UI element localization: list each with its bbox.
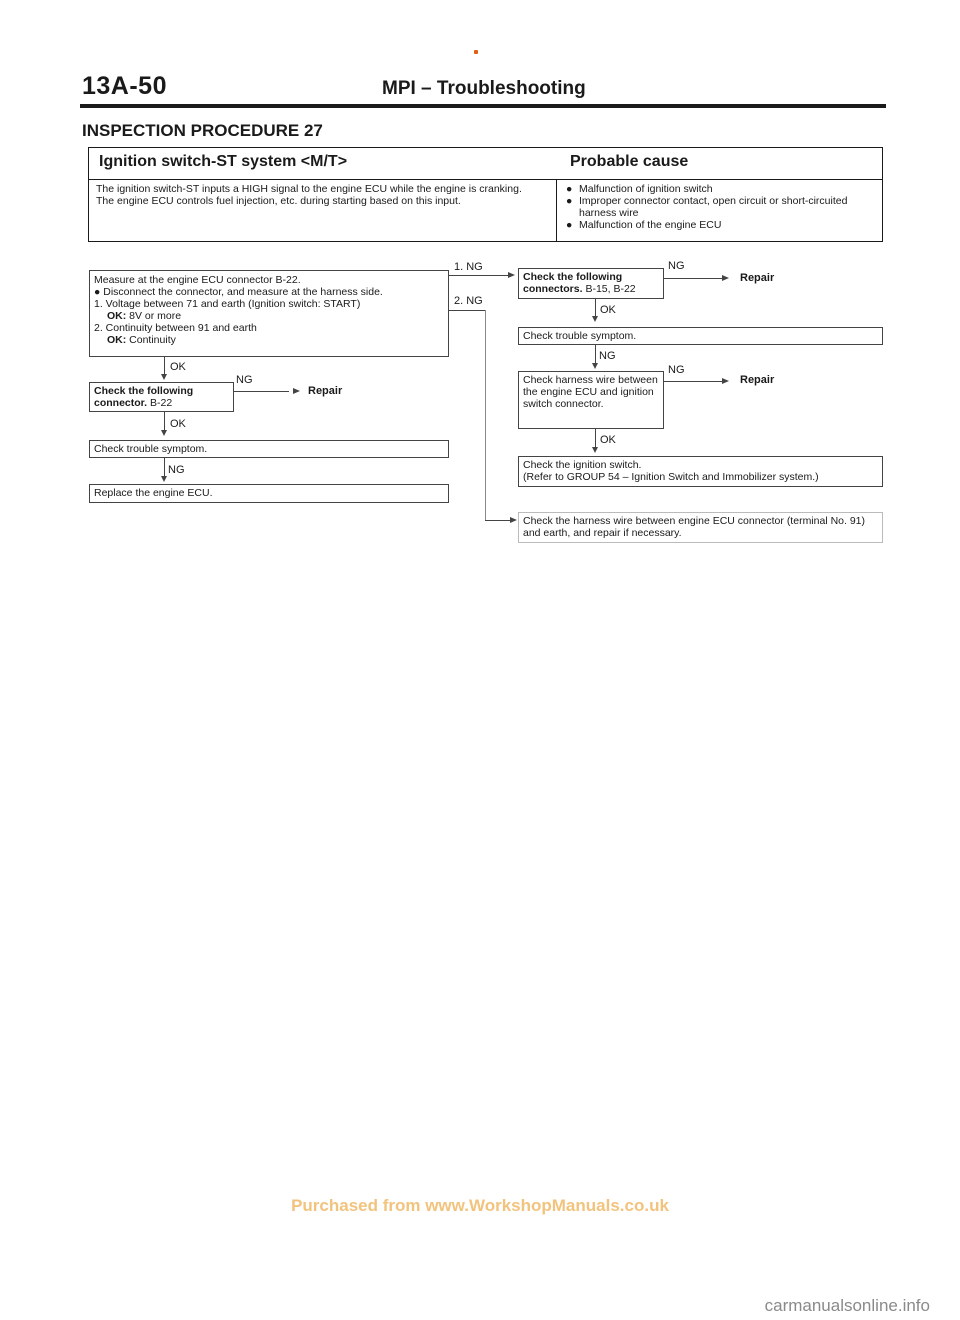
box-text: (Refer to GROUP 54 – Ignition Switch and Immobilizer system.) xyxy=(523,471,819,483)
arrow-right-icon xyxy=(293,388,300,394)
probable-cause-header: Probable cause xyxy=(570,153,689,170)
bullet-icon: ● xyxy=(566,195,573,207)
header-mark xyxy=(474,50,478,54)
ng-label: NG xyxy=(668,260,685,272)
repair-label: Repair xyxy=(740,374,775,386)
arrow-down-icon xyxy=(161,476,167,482)
arrow-down-icon xyxy=(592,316,598,322)
page-title: MPI – Troubleshooting xyxy=(382,78,586,99)
arrow-down-icon xyxy=(592,447,598,453)
header-divider xyxy=(80,104,886,108)
site-watermark: carmanualsonline.info xyxy=(764,1296,930,1315)
column-divider xyxy=(556,179,557,241)
description-line: The engine ECU controls fuel injection, etc. during starting based on this input. xyxy=(96,195,461,207)
bullet-icon: ● xyxy=(566,219,573,231)
cause-item: ● Malfunction of ignition switch xyxy=(566,183,713,195)
left-connector-box xyxy=(89,382,234,412)
flow-line xyxy=(449,275,508,276)
replace-ecu-box: Replace the engine ECU. xyxy=(89,484,449,503)
repair-label: Repair xyxy=(308,385,343,397)
flow-line xyxy=(485,310,486,520)
harness-91-box: Check the harness wire between engine ECU connector (terminal No. 91) and earth, and repair if necessary. xyxy=(518,512,883,543)
measure-ok-row: OK: 8V or more xyxy=(107,310,182,322)
arrow-down-icon xyxy=(592,363,598,369)
measure-step: ● Disconnect the connector, and measure at the harness side. xyxy=(94,286,383,298)
procedure-title: INSPECTION PROCEDURE 27 xyxy=(82,121,323,140)
bullet-icon: ● xyxy=(566,183,573,195)
ok-label: OK xyxy=(170,418,186,430)
right-connectors-box xyxy=(518,268,664,299)
ignition-switch-box xyxy=(518,456,883,487)
measure-step: Measure at the engine ECU connector B-22. xyxy=(94,274,301,286)
ng1-label: 1. NG xyxy=(454,261,483,273)
box-heading: Check the following connector. xyxy=(94,385,194,409)
arrow-right-icon xyxy=(508,272,515,278)
flow-line xyxy=(234,391,289,392)
arrow-right-icon xyxy=(722,378,729,384)
measure-step: 1. Voltage between 71 and earth (Ignition switch: START) xyxy=(94,298,361,310)
cause-item: ● Improper connector contact, open circuit or short-circuited harness wire xyxy=(566,195,848,219)
ng-label: NG xyxy=(168,464,185,476)
box-heading: Check the following connectors. xyxy=(523,271,623,295)
ng2-label: 2. NG xyxy=(454,295,483,307)
flow-line xyxy=(664,381,722,382)
arrow-down-icon xyxy=(161,374,167,380)
ok-label: OK xyxy=(170,361,186,373)
purchase-footer: Purchased from www.WorkshopManuals.co.uk xyxy=(291,1196,669,1215)
flow-line xyxy=(485,520,510,521)
description-line: The ignition switch-ST inputs a HIGH signal to the engine ECU while the engine is cranking. xyxy=(96,183,522,195)
flow-line xyxy=(664,278,722,279)
right-symptom-box: Check trouble symptom. xyxy=(518,327,883,345)
system-description xyxy=(96,183,551,207)
system-header: Ignition switch-ST system <M/T> xyxy=(99,153,348,170)
box-text: B-22 xyxy=(150,397,173,409)
arrow-right-icon xyxy=(722,275,729,281)
ok-label: OK xyxy=(600,434,616,446)
probable-cause-list xyxy=(565,183,877,231)
measure-ok-row: OK: Continuity xyxy=(107,334,176,346)
info-table xyxy=(88,147,883,242)
cause-item: ● Malfunction of the engine ECU xyxy=(566,219,722,231)
harness-wire-box: Check harness wire between the engine ECU and ignition switch connector. xyxy=(518,371,664,429)
box-text: Check the ignition switch. xyxy=(523,459,642,471)
measure-box xyxy=(89,270,449,357)
arrow-down-icon xyxy=(161,430,167,436)
flow-line xyxy=(449,310,485,311)
ok-label: OK xyxy=(600,304,616,316)
ng-label: NG xyxy=(236,374,253,386)
ng-label: NG xyxy=(599,350,616,362)
page-number: 13A-50 xyxy=(82,72,167,100)
left-symptom-box: Check trouble symptom. xyxy=(89,440,449,458)
repair-label: Repair xyxy=(740,272,775,284)
info-table-header xyxy=(89,148,882,180)
arrow-right-icon xyxy=(510,517,517,523)
box-text: B-15, B-22 xyxy=(585,283,636,295)
ng-label: NG xyxy=(668,364,685,376)
measure-step: 2. Continuity between 91 and earth xyxy=(94,322,257,334)
